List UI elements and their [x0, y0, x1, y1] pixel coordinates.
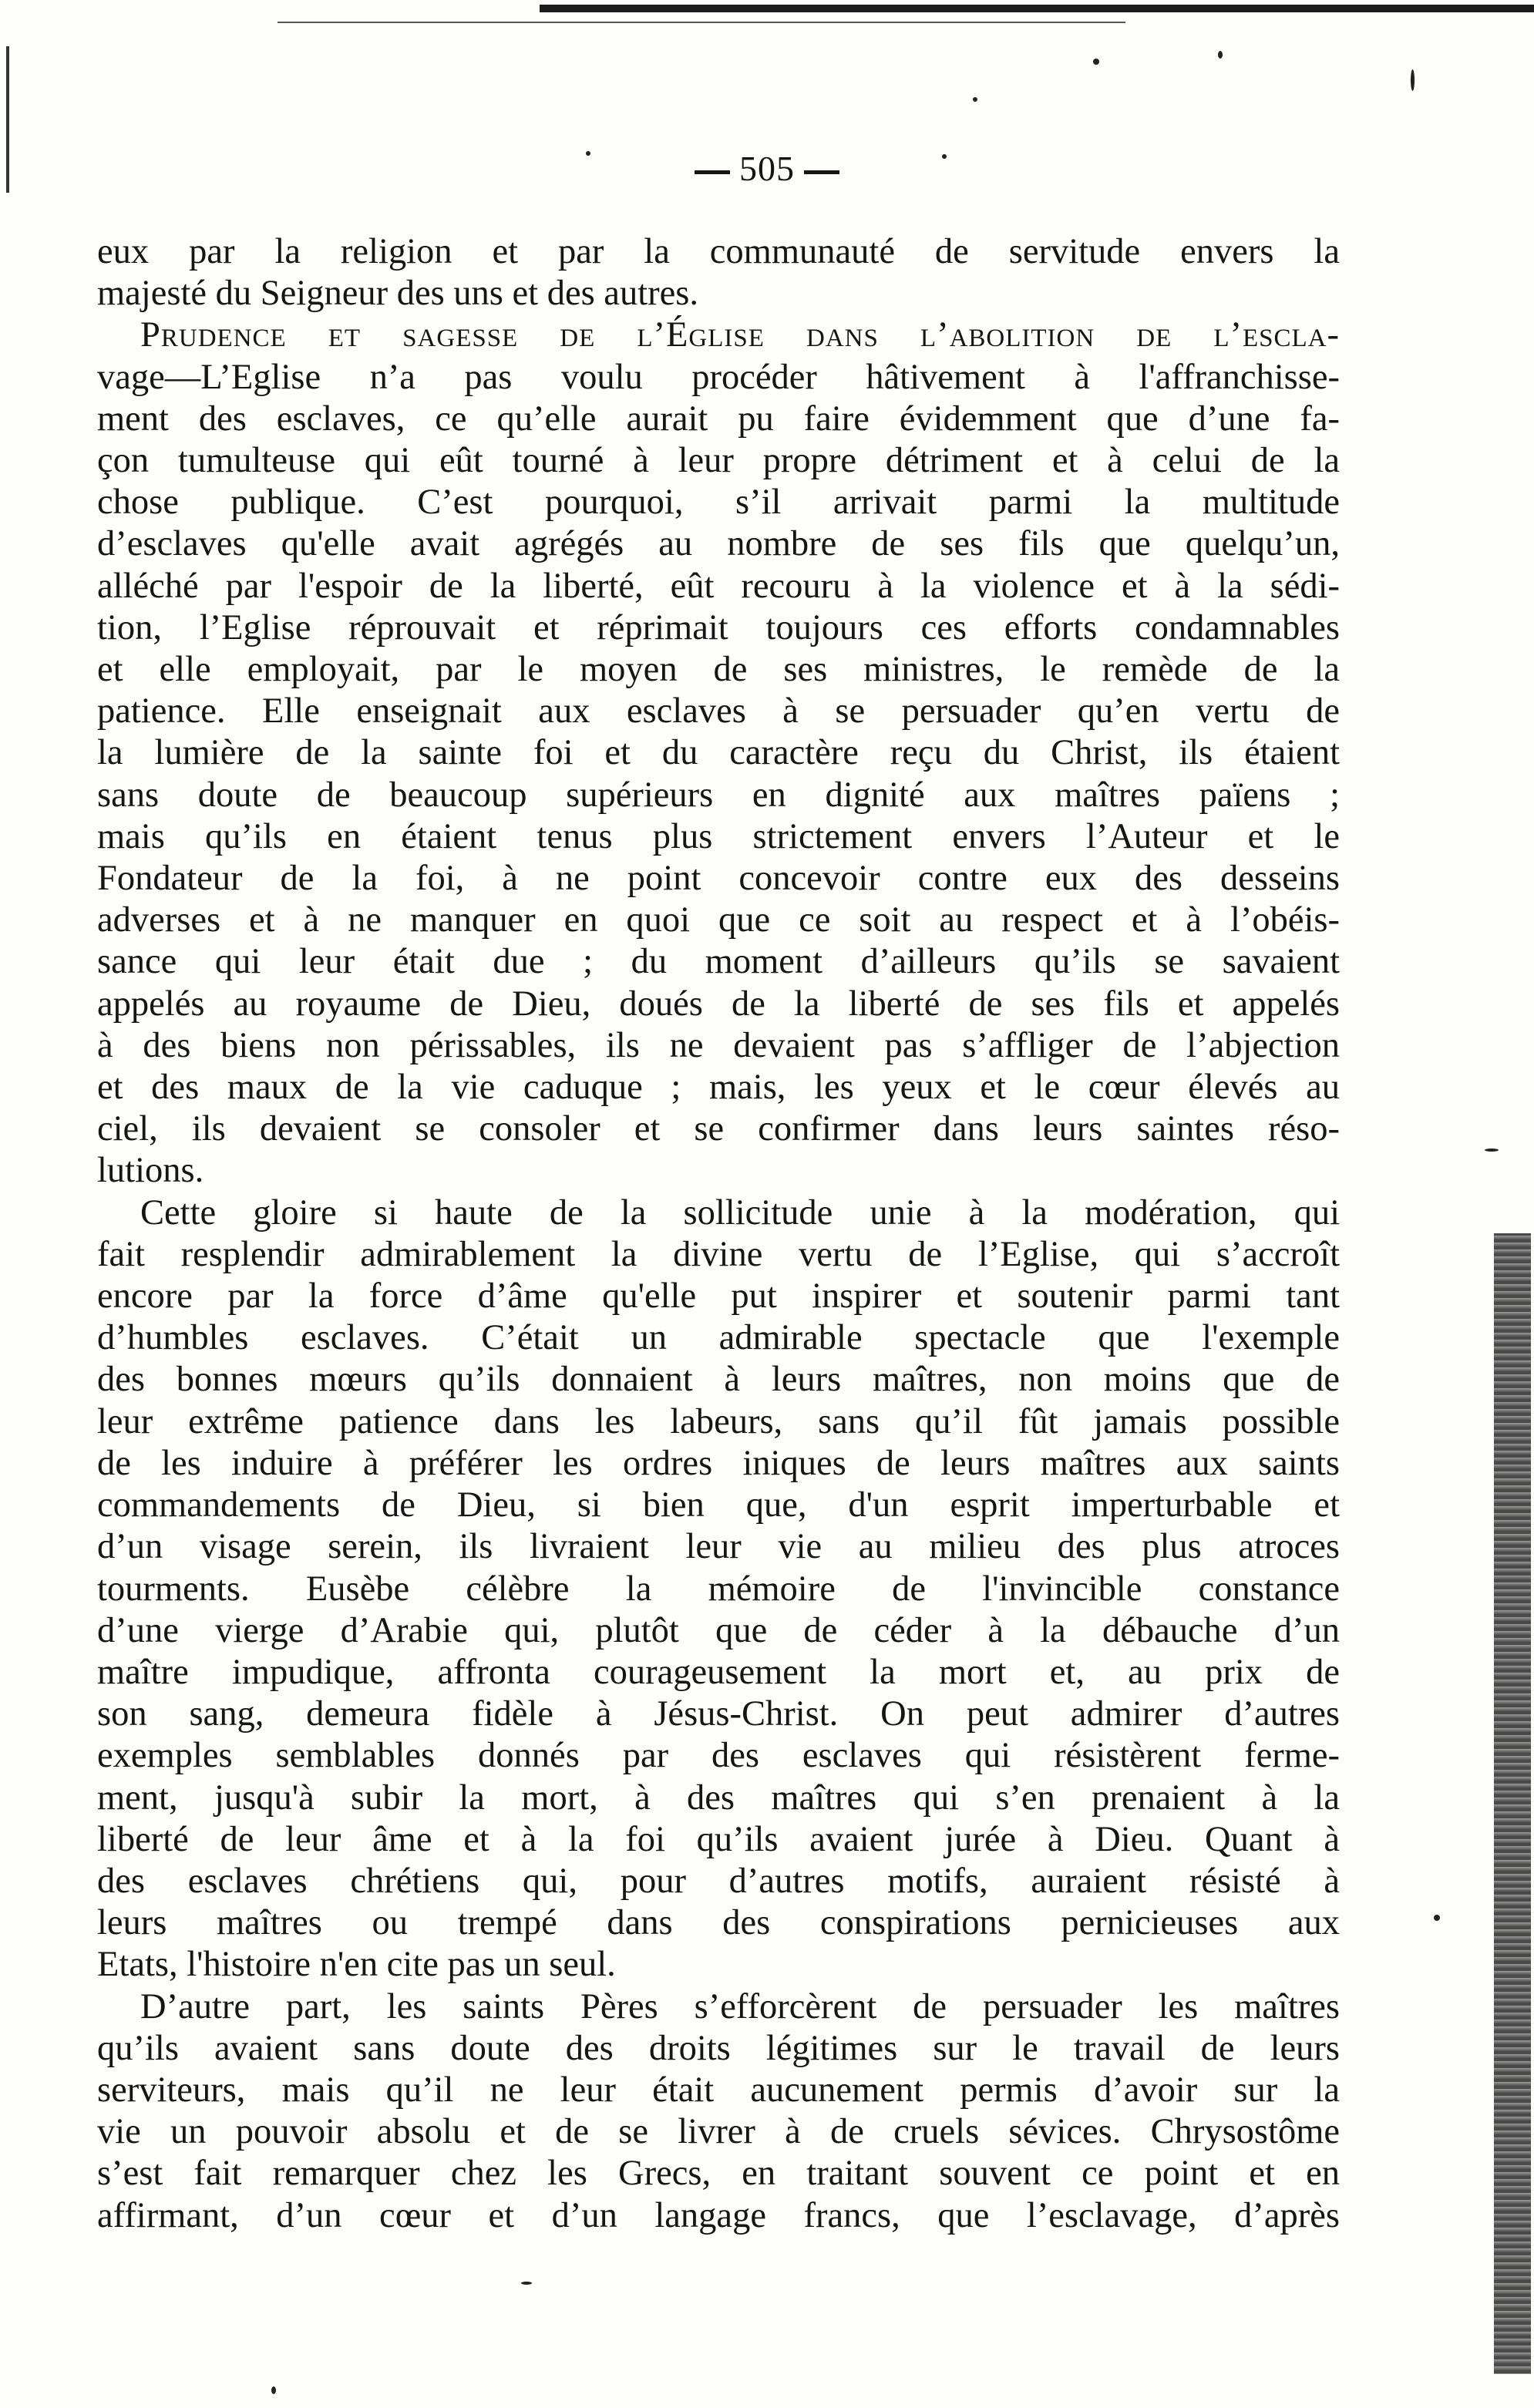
text-line: commandements de Dieu, si bien que, d'un esprit imperturbable et: [97, 1485, 1340, 1525]
text-line: Cette gloire si haute de la sollicitude unie à la modération, qui: [140, 1192, 1340, 1233]
text-line: eux par la religion et par la communauté de servitude envers la: [97, 232, 1340, 271]
text-line: adverses et à ne manquer en quoi que ce soit au respect et à l’obéis-: [97, 900, 1340, 940]
page-number-dash-left: [695, 170, 730, 174]
text-line: vage—L’Eglise n’a pas voulu procéder hâtivement à l'affranchisse-: [97, 357, 1340, 397]
ink-speck: [271, 2386, 276, 2394]
text-line: des esclaves chrétiens qui, pour d’autres motifs, auraient résisté à: [97, 1861, 1340, 1901]
ink-speck: [1434, 1915, 1440, 1921]
text-line: d’un visage serein, ils livraient leur vie au milieu des plus atroces: [97, 1527, 1340, 1567]
text-line: alléché par l'espoir de la liberté, eût recouru à la violence et à la sédi-: [97, 566, 1340, 606]
text-line: ment des esclaves, ce qu’elle aurait pu faire évidemment que d’une fa-: [97, 399, 1340, 439]
text-line: patience. Elle enseignait aux esclaves à se persuader qu’en vertu de: [97, 691, 1340, 731]
ink-speck: [1218, 51, 1223, 59]
text-line: Prudence et sagesse de l’Église dans l’abolition de l’escla-: [140, 315, 1340, 355]
text-line: chose publique. C’est pourquoi, s’il arrivait parmi la multitude: [97, 483, 1340, 523]
text-line: Etats, l'histoire n'en cite pas un seul.: [97, 1945, 616, 1985]
ink-speck: [1093, 59, 1099, 65]
text-line: encore par la force d’âme qu'elle put inspirer et soutenir parmi tant: [97, 1276, 1340, 1317]
ink-speck: [521, 2282, 532, 2285]
text-line: liberté de leur âme et à la foi qu’ils avaient jurée à Dieu. Quant à: [97, 1819, 1340, 1859]
text-line: majesté du Seigneur des uns et des autres.: [97, 274, 698, 314]
text-line: des bonnes mœurs qu’ils donnaient à leurs maîtres, non moins que de: [97, 1360, 1340, 1400]
page-number-dash-right: [804, 170, 839, 174]
text-line: appelés au royaume de Dieu, doués de la liberté de ses fils et appelés: [97, 984, 1340, 1024]
text-line: leur extrême patience dans les labeurs, sans qu’il fût jamais possible: [97, 1401, 1340, 1441]
text-line: son sang, demeura fidèle à Jésus-Christ. On peut admirer d’autres: [97, 1694, 1340, 1734]
text-line: d’humbles esclaves. C’était un admirable spectacle que l'exemple: [97, 1318, 1340, 1358]
text-line: d’une vierge d’Arabie qui, plutôt que de céder à la débauche d’un: [97, 1610, 1340, 1650]
top-border-rule: [540, 5, 1534, 12]
text-line: D’autre part, les saints Pères s’efforcèrent de persuader les maîtres: [140, 1986, 1340, 2026]
text-line: sance qui leur était due ; du moment d’ailleurs qu’ils se savaient: [97, 942, 1340, 982]
text-line: d’esclaves qu'elle avait agrégés au nombre de ses fils que quelqu’un,: [97, 524, 1340, 564]
text-line: tourments. Eusèbe célèbre la mémoire de l'invincible constance: [97, 1569, 1340, 1609]
ink-speck: [1411, 69, 1415, 91]
right-page-edge: [1494, 1233, 1531, 2374]
text-line: exemples semblables donnés par des esclaves qui résistèrent ferme-: [97, 1736, 1340, 1776]
text-line: vie un pouvoir absolu et de se livrer à de cruels sévices. Chrysostôme: [97, 2112, 1340, 2152]
page-number-value: 505: [739, 149, 795, 188]
text-line: lutions.: [97, 1151, 204, 1191]
text-line: mais qu’ils en étaient tenus plus strictement envers l’Auteur et le: [97, 816, 1340, 856]
top-thin-rule: [278, 22, 1125, 23]
page-number: [0, 148, 1534, 189]
ink-speck: [1485, 1149, 1499, 1152]
text-line: et elle employait, par le moyen de ses ministres, le remède de la: [97, 650, 1340, 690]
ink-speck: [973, 97, 977, 102]
text-line: s’est fait remarquer chez les Grecs, en traitant souvent ce point et en: [97, 2154, 1340, 2194]
text-line: Fondateur de la foi, à ne point concevoir contre eux des desseins: [97, 859, 1340, 899]
text-line: sans doute de beaucoup supérieurs en dignité aux maîtres païens ;: [97, 775, 1340, 815]
text-line: la lumière de la sainte foi et du caractère reçu du Christ, ils étaient: [97, 733, 1340, 773]
text-line: maître impudique, affronta courageusement la mort et, au prix de: [97, 1652, 1340, 1692]
text-line: fait resplendir admirablement la divine vertu de l’Eglise, qui s’accroît: [97, 1234, 1340, 1274]
text-line: affirmant, d’un cœur et d’un langage francs, que l’esclavage, d’après: [97, 2195, 1340, 2235]
text-line: leurs maîtres ou trempé dans des conspirations pernicieuses aux: [97, 1903, 1340, 1943]
text-line: et des maux de la vie caduque ; mais, les yeux et le cœur élevés au: [97, 1068, 1340, 1108]
text-line: ciel, ils devaient se consoler et se confirmer dans leurs saintes réso-: [97, 1109, 1340, 1149]
text-line: ment, jusqu'à subir la mort, à des maîtres qui s’en prenaient à la: [97, 1777, 1340, 1818]
text-line: de les induire à préférer les ordres iniques de leurs maîtres aux saints: [97, 1443, 1340, 1483]
body-text: [97, 231, 1340, 2237]
text-line: çon tumulteuse qui eût tourné à leur propre détriment et à celui de la: [97, 441, 1340, 481]
text-line: tion, l’Eglise réprouvait et réprimait toujours ces efforts condamnables: [97, 607, 1340, 647]
text-line: serviteurs, mais qu’il ne leur était aucunement permis d’avoir sur la: [97, 2070, 1340, 2110]
text-line: à des biens non périssables, ils ne devaient pas s’affliger de l’abjection: [97, 1025, 1340, 1065]
text-line: qu’ils avaient sans doute des droits légitimes sur le travail de leurs: [97, 2028, 1340, 2068]
